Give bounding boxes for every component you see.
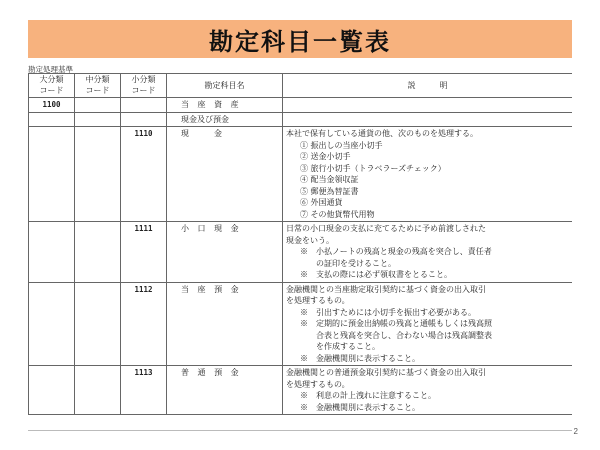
- minor-code-cell: 1113: [121, 366, 167, 415]
- account-table-container: [28, 73, 572, 431]
- major-code-cell: 1100: [29, 98, 75, 113]
- list-item: ② 送金小切手: [300, 152, 351, 161]
- table-row: [29, 366, 573, 415]
- minor-code-cell: 1111: [121, 222, 167, 283]
- description-cell: 本社で保有している通貨の他、次のものを処理する。 ① 振出しの当座小切手 ② 送金小切手 ③ 旅行小切手（トラベラーズチェック） ④ 配当金領収証 ⑤ 郵便為替証書 ⑥ 外国通貨 ⑦ その他貨幣代用物: [283, 127, 573, 222]
- table-header-row: [29, 74, 573, 98]
- list-item: ① 振出しの当座小切手: [300, 140, 383, 150]
- table-row: [29, 98, 573, 113]
- list-item: ⑤ 郵便為替証書: [300, 186, 359, 196]
- account-name-cell: 現金及び預金: [167, 112, 283, 127]
- table-row: [29, 222, 573, 283]
- title-banner: [28, 20, 572, 58]
- header-minor-code: 小分類 コード: [121, 74, 167, 98]
- header-description: 説 明: [283, 74, 573, 98]
- minor-code-cell: 1112: [121, 282, 167, 366]
- table-row: [29, 282, 573, 366]
- account-name-cell: 小 口 現 金: [167, 222, 283, 283]
- header-major-code: 大分類 コード: [29, 74, 75, 98]
- list-item: ⑦ その他貨幣代用物: [300, 209, 375, 219]
- table-row: [29, 112, 573, 127]
- page-title: 勘定科目一覧表: [209, 27, 391, 56]
- account-table: [28, 73, 572, 415]
- account-name-cell: 当 座 預 金: [167, 282, 283, 366]
- description-cell: 日常の小口現金の支払に充てるために予め前渡しされた 現金をいう。 ※ 小払ノートの残高と現金の残高を突合し、責任者 の証印を受けること。 ※ 支払の際には必ず領収書をとること。: [283, 222, 573, 283]
- table-caption: 勘定処理基準: [28, 65, 73, 74]
- header-account-name: 勘定科目名: [167, 74, 283, 98]
- table-row: [29, 127, 573, 222]
- account-name-cell: 普 通 預 金: [167, 366, 283, 415]
- description-cell: 金融機関との普通預金取引契約に基づく資金の出入取引 を処理するもの。 ※ 利息の計上洩れに注意すること。 ※ 金融機関別に表示すること。: [283, 366, 573, 415]
- header-mid-code: 中分類 コード: [75, 74, 121, 98]
- list-item: ⑥ 外国通貨: [300, 198, 343, 207]
- list-item: ④ 配当金領収証: [300, 175, 359, 184]
- account-name-cell: 当 座 資 産: [167, 98, 283, 113]
- list-item: ③ 旅行小切手（トラベラーズチェック）: [300, 163, 446, 173]
- minor-code-cell: 1110: [121, 127, 167, 222]
- account-name-cell: 現 金: [167, 127, 283, 222]
- description-cell: 金融機関との当座勘定取引契約に基づく資金の出入取引 を処理するもの。 ※ 引出すためには小切手を振出す必要がある。 ※ 定期的に預金出納帳の残高と通帳もしくは残高照 合表と残高を突合し、合わない場合は残高調整表 を作成すること。 ※ 金融機関別に表示すること。: [283, 282, 573, 366]
- page-number: 2: [573, 427, 578, 436]
